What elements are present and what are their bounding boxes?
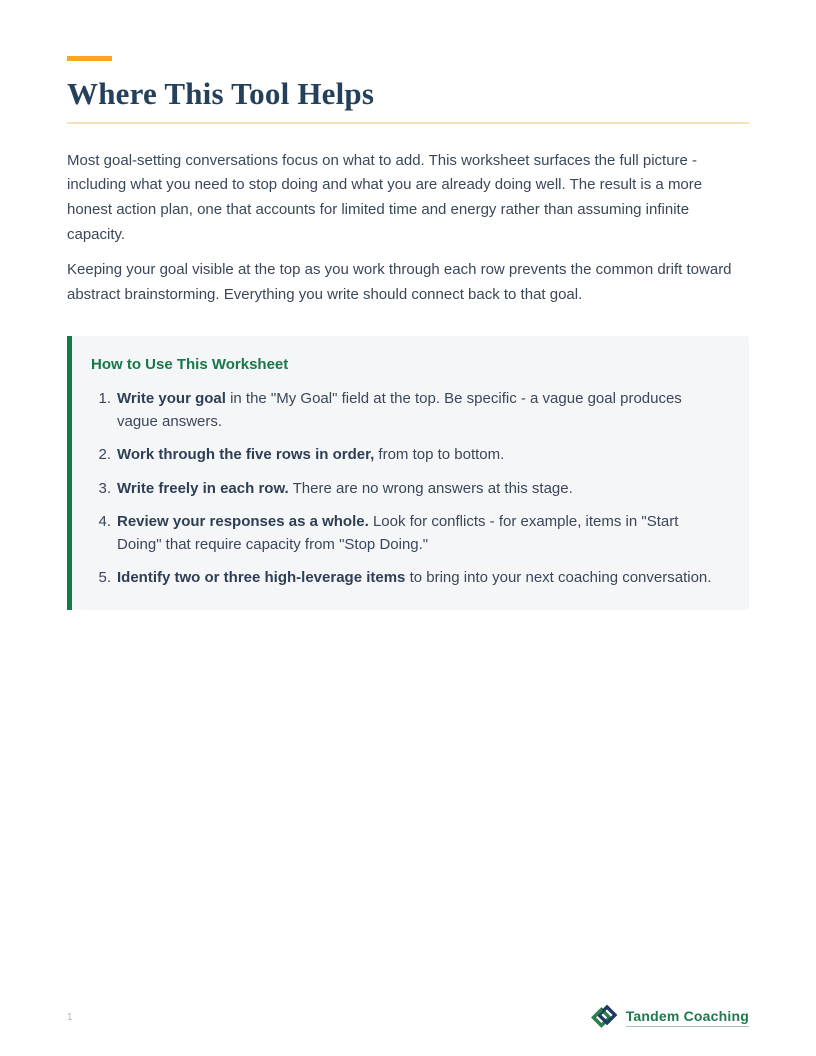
list-item [91, 477, 723, 500]
step-bold-text: Review your responses as a whole. [117, 512, 369, 530]
intro-section [67, 149, 749, 308]
title-divider [67, 122, 749, 124]
step-number: 2. [98, 446, 111, 464]
step-bold-text: Write your goal [117, 389, 226, 407]
step-rest-text: Look for conflicts - for example, items in "Start Doing" that require capacity from "Stop Doing." [117, 512, 679, 554]
intro-paragraph-2: Keeping your goal visible at the top as you work through each row prevents the common drift toward abstract brainstorming. Everything you write should connect back to that goal. [67, 261, 732, 303]
step-number: 1. [98, 389, 111, 407]
page-number: 1 [67, 1011, 73, 1023]
step-number: 5. [98, 569, 111, 587]
tandem-diamond-icon [591, 1004, 618, 1030]
step-rest-text: in the "My Goal" field at the top. Be specific - a vague goal produces vague answers. [117, 389, 682, 431]
accent-bar [67, 56, 112, 61]
page-footer [67, 1000, 749, 1034]
step-rest-text: from top to bottom. [374, 446, 505, 464]
step-text [117, 477, 573, 500]
brand-logo [591, 1004, 749, 1030]
step-bold-text: Work through the five rows in order, [117, 446, 375, 464]
step-rest-text: There are no wrong answers at this stage. [288, 479, 573, 497]
list-item [91, 566, 723, 589]
list-item [91, 510, 723, 557]
step-bold-text: Write freely in each row. [117, 479, 289, 497]
page-title: Where This Tool Helps [67, 76, 375, 111]
list-item [91, 387, 723, 434]
step-text [117, 566, 711, 589]
step-number: 4. [98, 512, 111, 530]
callout-title: How to Use This Worksheet [91, 355, 289, 373]
brand-name: Tandem Coaching [626, 1008, 749, 1027]
step-text [117, 510, 723, 557]
step-bold-text: Identify two or three high-leverage items [117, 569, 406, 587]
how-to-callout [67, 336, 749, 610]
list-item [91, 443, 723, 466]
step-number: 3. [98, 479, 111, 497]
step-text [117, 387, 723, 434]
step-text [117, 443, 504, 466]
intro-paragraph-1: Most goal-setting conversations focus on what to add. This worksheet surfaces the full picture - including what you need to stop doing and what you are already doing well. The result is a more honest action plan, one that accounts for limited time and energy rather than assuming infinite capacity. [67, 151, 703, 244]
how-to-steps-list [91, 387, 723, 590]
step-rest-text: to bring into your next coaching conversation. [405, 569, 712, 587]
